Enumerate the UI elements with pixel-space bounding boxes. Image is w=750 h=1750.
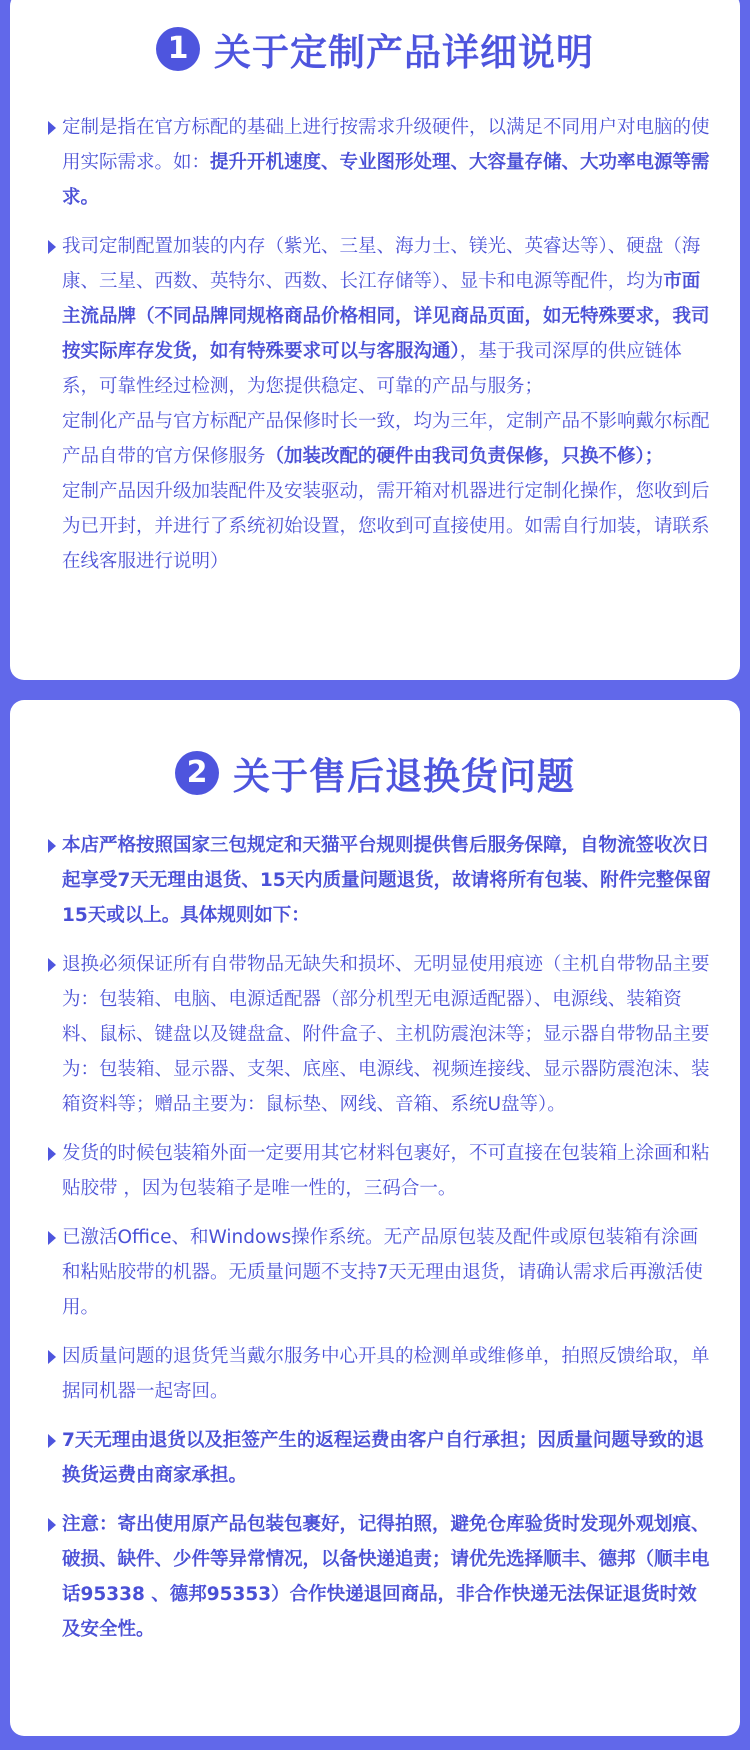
paragraph [62, 1220, 714, 1325]
section-number-badge: 2 [175, 751, 219, 795]
section-title: 关于定制产品详细说明 [214, 31, 594, 74]
arrow-right-icon [48, 1350, 56, 1364]
custom-product-card [10, 0, 740, 680]
arrow-right-icon [48, 839, 56, 853]
paragraph-text: 定制是指在官方标配的基础上进行按需求升级硬件，以满足不同用户对电脑的使用实际需求。如： [62, 117, 710, 173]
arrow-right-icon [48, 1518, 56, 1532]
paragraph-text: 已激活Office、和Windows操作系统。无产品原包装及配件或原包装箱有涂画和粘贴胶带的机器。无质量问题不支持7天无理由退货，请确认需求后再激活使用。 [62, 1227, 703, 1318]
paragraph [62, 1339, 714, 1409]
section-number-badge: 1 [156, 27, 200, 71]
paragraph-text: ，基于我司深厚的供应链体系，可靠性经过检测，为您提供稳定、可靠的产品与服务； [62, 341, 682, 397]
paragraph [62, 110, 714, 215]
arrow-right-icon [48, 240, 56, 254]
paragraph-text: 因质量问题的退货凭当戴尔服务中心开具的检测单或维修单，拍照反馈给取，单据同机器一起寄回。 [62, 1346, 710, 1402]
section-title: 关于售后退换货问题 [233, 755, 575, 798]
paragraph [62, 828, 714, 933]
arrow-right-icon [48, 1147, 56, 1161]
paragraph-text: 发货的时候包装箱外面一定要用其它材料包裹好，不可直接在包装箱上涂画和粘贴胶带 ，因为包装箱子是唯一性的，三码合一。 [62, 1143, 710, 1199]
section-body [62, 110, 714, 579]
arrow-right-icon [48, 121, 56, 135]
after-sales-card [10, 700, 740, 1736]
paragraph-text: 定制化产品与官方标配产品保修时长一致，均为三年，定制产品不影响戴尔标配产品自带的官方保修服务 [62, 411, 710, 467]
paragraph [62, 229, 714, 404]
paragraph [62, 404, 714, 474]
section-header [10, 746, 740, 800]
paragraph [62, 947, 714, 1122]
paragraph [62, 1136, 714, 1206]
paragraph-highlight: 提升开机速度、专业图形处理、大容量存储、大功率电源等需求。 [62, 152, 710, 208]
paragraph [62, 1423, 714, 1493]
arrow-right-icon [48, 1434, 56, 1448]
paragraph-text: 7天无理由退货以及拒签产生的返程运费由客户自行承担；因质量问题导致的退换货运费由商家承担。 [62, 1430, 704, 1486]
section-body [62, 828, 714, 1647]
paragraph-text: 我司定制配置加装的内存（紫光、三星、海力士、镁光、英睿达等）、硬盘（海康、三星、西数、英特尔、西数、长江存储等）、显卡和电源等配件，均为 [62, 236, 701, 292]
section-header [10, 22, 740, 76]
paragraph [62, 1507, 714, 1647]
paragraph-text: 注意：寄出使用原产品包装包裹好，记得拍照，避免仓库验货时发现外观划痕、破损、缺件、少件等异常情况，以备快递追责；请优先选择顺丰、德邦（顺丰电话95338 、德邦95353）合作快递退回商品，非合作快递无法保证退货时效及安全性。 [62, 1514, 710, 1640]
paragraph-text: 本店严格按照国家三包规定和天猫平台规则提供售后服务保障，自物流签收次日起享受7天无理由退货、15天内质量问题退货，故请将所有包装、附件完整保留15天或以上。具体规则如下： [62, 835, 712, 926]
paragraph-highlight: （加装改配的硬件由我司负责保修，只换不修）； [265, 446, 664, 467]
paragraph [62, 474, 714, 579]
paragraph-text: 定制产品因升级加装配件及安装驱动，需开箱对机器进行定制化操作，您收到后为已开封，并进行了系统初始设置，您收到可直接使用。如需自行加装，请联系在线客服进行说明） [62, 481, 710, 572]
paragraph-highlight: 市面主流品牌（不同品牌同规格商品价格相同，详见商品页面，如无特殊要求，我司按实际库存发货，如有特殊要求可以与客服沟通） [62, 271, 710, 362]
paragraph-text: 退换必须保证所有自带物品无缺失和损坏、无明显使用痕迹（主机自带物品主要为：包装箱、电脑、电源适配器（部分机型无电源适配器）、电源线、装箱资料、鼠标、键盘以及键盘盒、附件盒子、主机防震泡沫等；显示器自带物品主要为：包装箱、显示器、支架、底座、电源线、视频连接线、显示器防震泡沫、装箱资料等；赠品主要为：鼠标垫、网线、音箱、系统U盘等）。 [62, 954, 710, 1115]
arrow-right-icon [48, 1231, 56, 1245]
arrow-right-icon [48, 958, 56, 972]
